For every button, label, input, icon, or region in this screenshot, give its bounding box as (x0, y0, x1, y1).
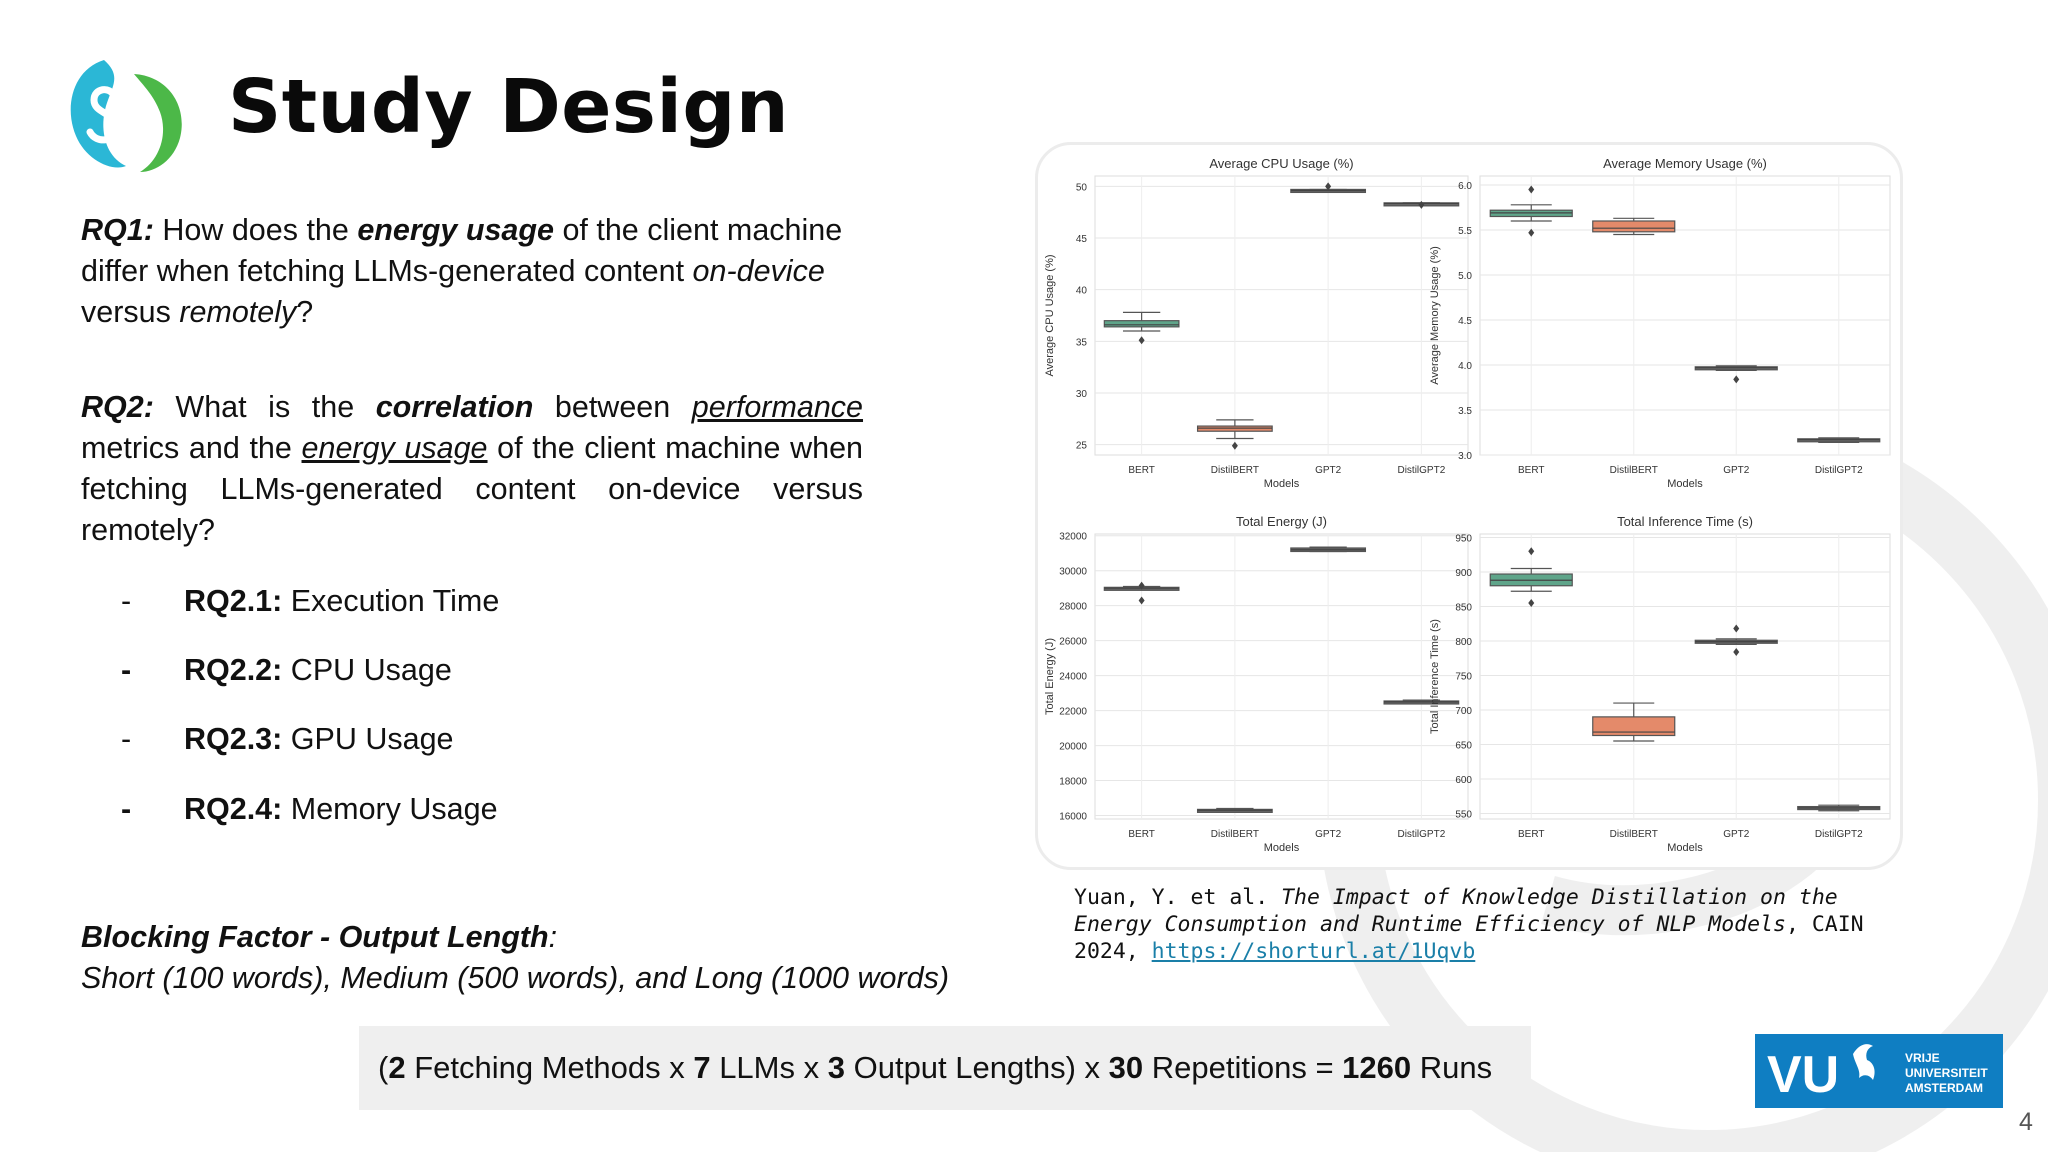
s2-group-logo (64, 56, 186, 174)
vu-amsterdam-logo (1755, 1034, 2003, 1108)
citation-venue: , CAIN 2024, (1074, 912, 1864, 964)
x-tick-label: DistilGPT2 (1397, 465, 1446, 476)
y-tick-label: 650 (1455, 740, 1472, 752)
x-axis-label: Models (1263, 478, 1300, 490)
y-tick-label: 35 (1075, 337, 1087, 349)
chart-panel (1035, 142, 1903, 870)
x-axis-label: Models (1263, 842, 1300, 854)
formula-part: Fetching Methods x (405, 1050, 694, 1085)
chart-title: Total Inference Time (s) (1617, 514, 1753, 529)
y-tick-label: 45 (1075, 234, 1087, 245)
x-tick-label: GPT2 (1315, 829, 1342, 840)
chart-title: Average CPU Usage (%) (1209, 156, 1354, 171)
y-tick-label: 50 (1075, 182, 1087, 194)
x-tick-label: DistilGPT2 (1814, 829, 1863, 840)
rq2-part: of the client machine when fetching LLMs-generated content on-device versus remotely? (81, 431, 863, 547)
y-axis-label: Total Inference Time (s) (1429, 619, 1441, 734)
y-tick-label: 600 (1455, 774, 1472, 786)
y-tick-label: 4.0 (1458, 361, 1472, 372)
vu-logo-graphic (1755, 1034, 2003, 1108)
plot-area (1480, 176, 1890, 455)
rq2-emph-correlation: correlation (375, 390, 534, 424)
rq1-emph-remotely: remotely (179, 295, 297, 329)
rq1-text (81, 210, 863, 333)
y-tick-label: 18000 (1059, 776, 1087, 788)
y-tick-label: 5.5 (1458, 226, 1472, 237)
vu-line1: VRIJE (1905, 1051, 1940, 1065)
citation (1074, 884, 1904, 965)
blocking-factor-colon: : (548, 920, 558, 954)
rq2-label: RQ2: (81, 390, 154, 424)
y-tick-label: 550 (1455, 809, 1472, 821)
box-distilbert (1593, 221, 1675, 232)
boxplot-grid (1038, 145, 1900, 867)
rq2-part: What is the (153, 390, 376, 424)
rq2-emph-performance: performance (691, 390, 864, 424)
x-axis-label: Models (1667, 478, 1703, 490)
y-tick-label: 16000 (1059, 811, 1087, 823)
citation-title: The Impact of Knowledge Distillation on the Energy Consumption and Runtime Efficiency of NLP Models (1074, 885, 1838, 937)
rq1-part: ? (296, 295, 314, 329)
subquestion-text: CPU Usage (282, 653, 452, 687)
subquestion-item (121, 650, 452, 690)
y-tick-label: 3.5 (1458, 406, 1472, 417)
citation-authors: Yuan, Y. et al. (1074, 885, 1282, 910)
x-tick-label: BERT (1518, 465, 1545, 476)
y-tick-label: 30 (1075, 389, 1087, 400)
x-tick-label: GPT2 (1315, 465, 1342, 476)
vu-line3: AMSTERDAM (1905, 1081, 1983, 1095)
slide-title: Study Design (228, 64, 789, 150)
formula-part: Output Lengths) x (844, 1050, 1109, 1085)
vu-letters: VU (1767, 1046, 1840, 1104)
griffin-icon (1853, 1044, 1875, 1080)
x-tick-label: BERT (1128, 829, 1155, 840)
formula-part: LLMs x (710, 1050, 828, 1085)
y-tick-label: 700 (1455, 705, 1472, 717)
x-tick-label: DistilGPT2 (1397, 829, 1446, 840)
runs-formula (359, 1026, 1531, 1110)
y-tick-label: 3.0 (1458, 451, 1472, 462)
citation-link[interactable]: https://shorturl.at/1Uqvb (1151, 939, 1476, 964)
x-axis-label: Models (1667, 842, 1703, 854)
subquestion-item (121, 719, 454, 759)
y-tick-label: 32000 (1059, 531, 1087, 543)
subquestion-text: Execution Time (282, 584, 500, 618)
x-tick-label: DistilBERT (1609, 465, 1658, 476)
y-tick-label: 26000 (1059, 636, 1087, 648)
x-tick-label: DistilBERT (1210, 465, 1259, 476)
formula-part: Runs (1411, 1050, 1493, 1085)
rq1-part: How does the (153, 213, 358, 247)
y-axis-label: Average CPU Usage (%) (1044, 254, 1056, 377)
rq2-part: metrics and the (81, 431, 302, 465)
rq2-text (81, 387, 863, 551)
formula-number: 30 (1108, 1050, 1144, 1085)
x-tick-label: DistilGPT2 (1814, 465, 1863, 476)
list-dash: - (121, 653, 132, 687)
formula-number: 2 (388, 1050, 406, 1085)
x-tick-label: GPT2 (1723, 465, 1750, 476)
y-tick-label: 22000 (1059, 706, 1087, 718)
y-tick-label: 40 (1075, 285, 1087, 297)
rq1-emph-energy-usage: energy usage (357, 213, 554, 247)
subquestion-label: RQ2.2: (184, 653, 283, 687)
y-tick-label: 30000 (1059, 566, 1087, 578)
y-tick-label: 800 (1455, 636, 1472, 648)
plot-area (1095, 534, 1468, 819)
list-dash: - (121, 584, 132, 618)
list-dash: - (121, 792, 132, 826)
y-tick-label: 950 (1455, 533, 1472, 545)
y-tick-label: 750 (1455, 671, 1472, 683)
y-tick-label: 20000 (1059, 741, 1087, 753)
blocking-factor-label: Blocking Factor - Output Length (81, 920, 549, 954)
blocking-factor (81, 917, 949, 999)
rq1-label: RQ1: (81, 213, 154, 247)
subquestion-label: RQ2.1: (184, 584, 283, 618)
formula-part: Repetitions = (1143, 1050, 1343, 1085)
x-tick-label: DistilBERT (1609, 829, 1658, 840)
rq1-emph-on-device: on-device (692, 254, 825, 288)
box-bert (1104, 321, 1179, 327)
list-dash: - (121, 722, 132, 756)
chart-title: Total Energy (J) (1235, 514, 1328, 529)
y-tick-label: 5.0 (1458, 271, 1472, 282)
y-axis-label: Total Energy (J) (1044, 637, 1056, 716)
rq2-part: between (533, 390, 692, 424)
rq1-part: of the client machine differ when fetching LLMs-generated content (81, 213, 843, 288)
chart-title: Average Memory Usage (%) (1603, 156, 1767, 171)
y-tick-label: 900 (1455, 567, 1472, 579)
y-tick-label: 28000 (1059, 601, 1087, 613)
vu-line2: UNIVERSITEIT (1905, 1066, 1988, 1080)
x-tick-label: BERT (1128, 465, 1155, 476)
rq1-part: versus (81, 295, 180, 329)
blocking-factor-levels: Short (100 words), Medium (500 words), and Long (1000 words) (81, 961, 949, 995)
y-tick-label: 6.0 (1458, 181, 1472, 192)
subquestion-label: RQ2.3: (184, 722, 283, 756)
y-tick-label: 24000 (1059, 671, 1087, 683)
subquestion-item (121, 789, 498, 829)
y-tick-label: 850 (1455, 602, 1472, 614)
y-tick-label: 4.5 (1458, 316, 1472, 327)
formula-number: 1260 (1342, 1050, 1412, 1085)
subquestion-text: Memory Usage (282, 792, 498, 826)
y-tick-label: 25 (1075, 440, 1087, 452)
page-number: 4 (2019, 1108, 2033, 1136)
subquestion-item (121, 581, 499, 621)
rq2-emph-energy-usage: energy usage (301, 431, 488, 465)
x-tick-label: DistilBERT (1210, 829, 1259, 840)
x-tick-label: BERT (1518, 829, 1545, 840)
box-distilbert (1593, 717, 1675, 736)
x-tick-label: GPT2 (1723, 829, 1750, 840)
plot-area (1095, 176, 1468, 455)
y-axis-label: Average Memory Usage (%) (1429, 246, 1441, 385)
subquestion-label: RQ2.4: (184, 792, 283, 826)
formula-number: 7 (693, 1050, 711, 1085)
formula-number: 3 (827, 1050, 845, 1085)
formula-part: ( (378, 1050, 389, 1085)
subquestion-text: GPU Usage (282, 722, 454, 756)
